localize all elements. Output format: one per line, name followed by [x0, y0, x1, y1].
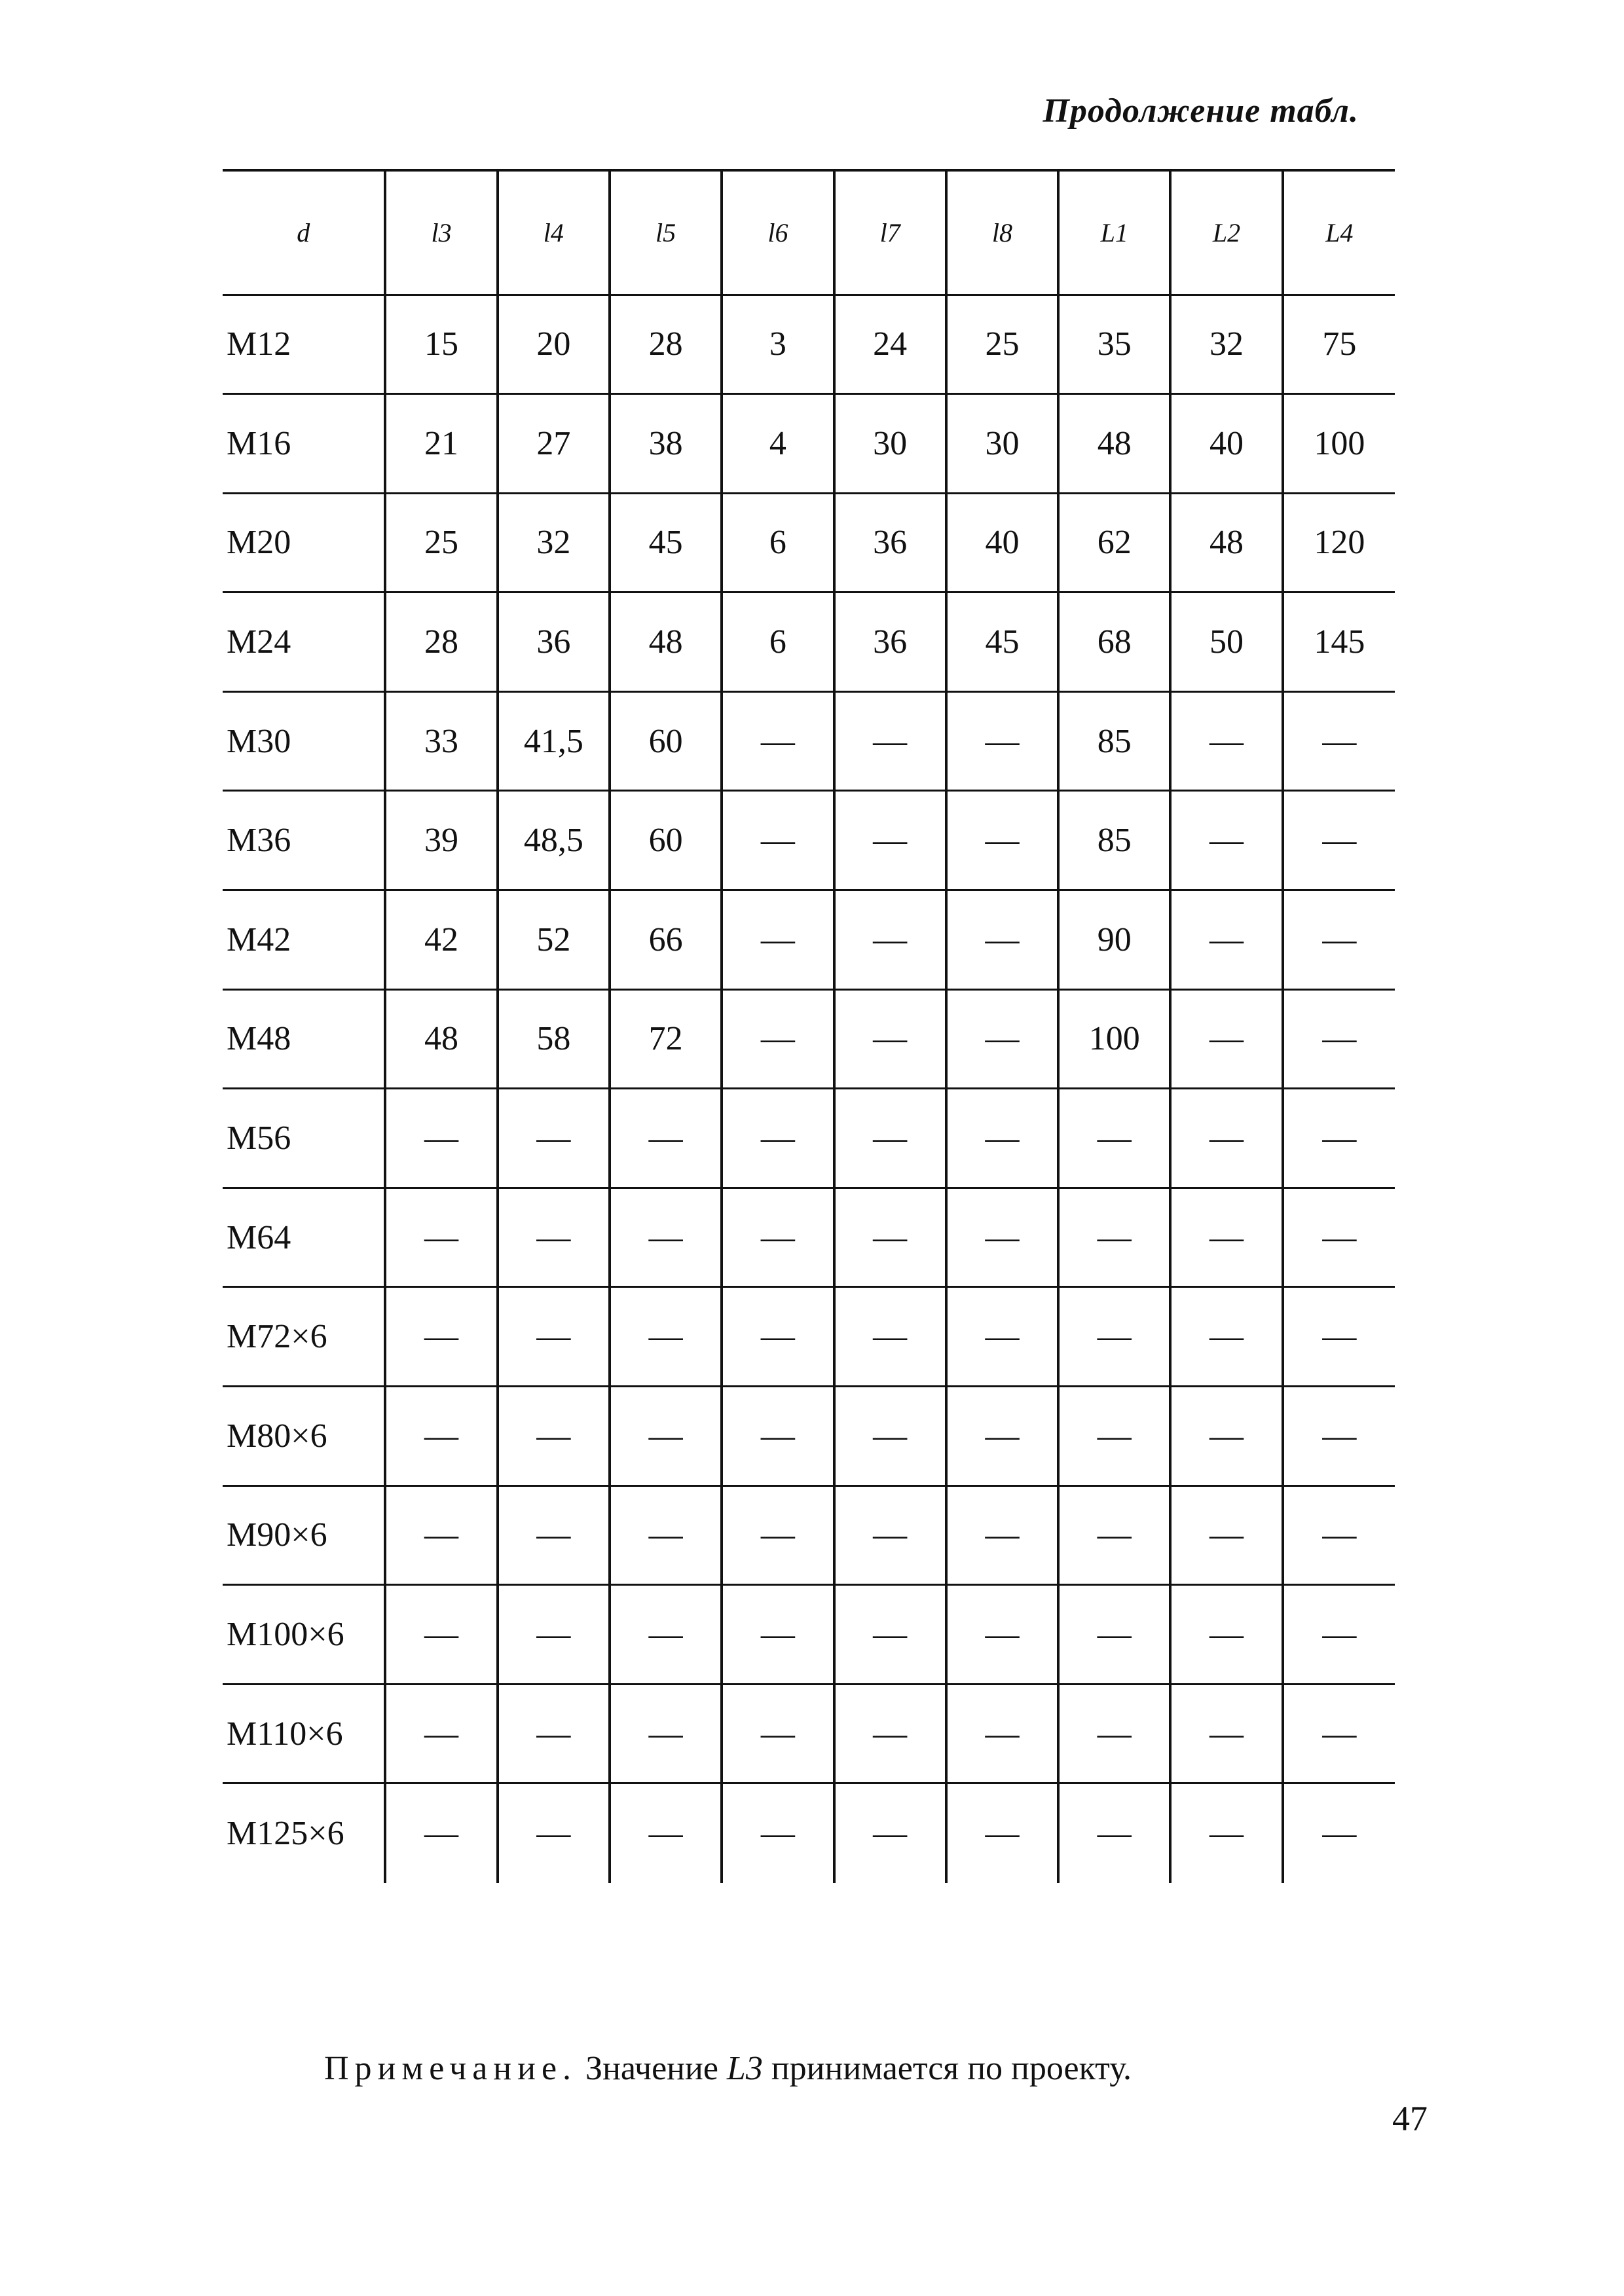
table-cell: — [1170, 1783, 1282, 1883]
table-cell: 27 [498, 394, 610, 494]
table-cell: — [946, 791, 1058, 890]
table-cell: 25 [385, 493, 497, 592]
table-cell: — [610, 1287, 722, 1387]
table-cell: 33 [385, 691, 497, 791]
footnote-label: Примечание. [324, 2050, 578, 2087]
table-cell: — [385, 1387, 497, 1486]
table-cell: — [1283, 1188, 1395, 1287]
table-row [223, 1089, 1395, 1188]
table-row [223, 691, 1395, 791]
table-cell: — [1283, 1387, 1395, 1486]
row-header-cell: M100×6 [223, 1585, 385, 1685]
table-cell: 28 [385, 592, 497, 692]
table-cell: — [722, 1188, 834, 1287]
table-cell: 100 [1058, 989, 1170, 1089]
table-header-row [223, 170, 1395, 295]
row-header-cell: M36 [223, 791, 385, 890]
table-cell: — [385, 1684, 497, 1783]
table-cell: 48 [385, 989, 497, 1089]
table-cell: 25 [946, 295, 1058, 394]
table-cell: — [1170, 989, 1282, 1089]
table-cell: — [1170, 691, 1282, 791]
row-header-cell: M110×6 [223, 1684, 385, 1783]
page-number: 47 [1392, 2099, 1428, 2138]
table-cell: — [834, 1783, 946, 1883]
table-cell: — [946, 1684, 1058, 1783]
table-cell: — [1283, 1089, 1395, 1188]
table-row [223, 1287, 1395, 1387]
row-header-cell: M64 [223, 1188, 385, 1287]
table-cell: — [834, 1585, 946, 1685]
table-cell: — [1058, 1089, 1170, 1188]
table-cell: 6 [722, 493, 834, 592]
table-cell: — [1170, 1089, 1282, 1188]
row-header-cell: M48 [223, 989, 385, 1089]
table-cell: — [1170, 1287, 1282, 1387]
table-row [223, 1387, 1395, 1486]
table-row [223, 1485, 1395, 1585]
table-cell: — [385, 1287, 497, 1387]
table-cell: 40 [1170, 394, 1282, 494]
table-cell: — [1170, 1684, 1282, 1783]
table-cell: 40 [946, 493, 1058, 592]
table-cell: — [834, 989, 946, 1089]
table-cell: 30 [946, 394, 1058, 494]
table-cell: 24 [834, 295, 946, 394]
table-cell: — [498, 1783, 610, 1883]
column-header: l3 [385, 170, 497, 295]
table-cell: — [722, 791, 834, 890]
table-cell: — [610, 1783, 722, 1883]
table-cell: — [1058, 1287, 1170, 1387]
table-cell: 48 [610, 592, 722, 692]
table-row [223, 295, 1395, 394]
table-cell: — [834, 890, 946, 990]
table-cell: — [385, 1188, 497, 1287]
table-cell: 62 [1058, 493, 1170, 592]
table-cell: — [498, 1684, 610, 1783]
table-cell: — [946, 1783, 1058, 1883]
table-cell: 68 [1058, 592, 1170, 692]
table-cell: 100 [1283, 394, 1395, 494]
table-cell: 20 [498, 295, 610, 394]
row-header-cell: M56 [223, 1089, 385, 1188]
table-cell: — [1170, 1585, 1282, 1685]
table-cell: 60 [610, 691, 722, 791]
table-cell: 21 [385, 394, 497, 494]
table-row [223, 1188, 1395, 1287]
table-cell: — [946, 1287, 1058, 1387]
table-cell: 39 [385, 791, 497, 890]
table-cell: — [1058, 1783, 1170, 1883]
table-row [223, 394, 1395, 494]
table-cell: — [1283, 1783, 1395, 1883]
table-cell: 30 [834, 394, 946, 494]
table-row [223, 989, 1395, 1089]
column-header: L4 [1283, 170, 1395, 295]
table-cell: — [946, 1387, 1058, 1486]
table-cell: — [722, 1485, 834, 1585]
table-cell: — [722, 1684, 834, 1783]
row-header-cell: M20 [223, 493, 385, 592]
table-cell: 4 [722, 394, 834, 494]
table-cell: — [946, 1585, 1058, 1685]
table-cell: — [385, 1585, 497, 1685]
table-cell: 60 [610, 791, 722, 890]
table-cell: 6 [722, 592, 834, 692]
table-cell: — [610, 1188, 722, 1287]
table-cell: — [946, 989, 1058, 1089]
table-cell: 75 [1283, 295, 1395, 394]
table-cell: 66 [610, 890, 722, 990]
table-cell: — [1170, 791, 1282, 890]
table-cell: 28 [610, 295, 722, 394]
column-header: l6 [722, 170, 834, 295]
table-cell: — [722, 1585, 834, 1685]
row-header-cell: M30 [223, 691, 385, 791]
table-cell: — [1283, 1585, 1395, 1685]
table-cell: — [385, 1485, 497, 1585]
table-cell: 72 [610, 989, 722, 1089]
table-cell: — [834, 691, 946, 791]
table-cell: — [834, 1387, 946, 1486]
table-cell: — [722, 890, 834, 990]
table-cell: — [722, 989, 834, 1089]
table-cell: 35 [1058, 295, 1170, 394]
table-cell: 32 [1170, 295, 1282, 394]
footnote-text-after: принимается по проекту. [771, 2050, 1132, 2087]
column-header: d [223, 170, 385, 295]
table-row [223, 1783, 1395, 1883]
table-cell: — [1283, 1485, 1395, 1585]
dimensions-table [223, 169, 1395, 1883]
table-cell: — [385, 1089, 497, 1188]
table-cell: — [610, 1684, 722, 1783]
table-cell: — [1283, 890, 1395, 990]
table-row [223, 592, 1395, 692]
table-cell: — [1170, 1387, 1282, 1486]
table-cell: — [1058, 1585, 1170, 1685]
table-cell: — [722, 1783, 834, 1883]
row-header-cell: M42 [223, 890, 385, 990]
table-cell: — [946, 1188, 1058, 1287]
table-cell: — [498, 1485, 610, 1585]
table-cell: — [610, 1585, 722, 1685]
table-cell: — [834, 1684, 946, 1783]
table-cell: — [498, 1089, 610, 1188]
table-cell: — [1058, 1188, 1170, 1287]
row-header-cell: M24 [223, 592, 385, 692]
table-cell: 3 [722, 295, 834, 394]
table-cell: 32 [498, 493, 610, 592]
dimensions-table-container [223, 169, 1395, 1883]
table-cell: — [610, 1387, 722, 1486]
table-cell: — [946, 1089, 1058, 1188]
table-cell: — [722, 1387, 834, 1486]
table-cell: — [1170, 890, 1282, 990]
table-cell: 85 [1058, 791, 1170, 890]
table-cell: — [498, 1188, 610, 1287]
row-header-cell: M16 [223, 394, 385, 494]
table-cell: 38 [610, 394, 722, 494]
row-header-cell: M90×6 [223, 1485, 385, 1585]
table-cell: — [1058, 1485, 1170, 1585]
table-cell: 36 [834, 493, 946, 592]
table-cell: — [722, 1089, 834, 1188]
table-cell: — [1283, 1684, 1395, 1783]
table-body [223, 295, 1395, 1883]
column-header: l4 [498, 170, 610, 295]
footnote-text-before: Значение [585, 2050, 718, 2087]
table-cell: — [498, 1387, 610, 1486]
table-cell: 45 [610, 493, 722, 592]
footnote-symbol: L3 [726, 2050, 763, 2087]
table-row [223, 890, 1395, 990]
table-cell: 15 [385, 295, 497, 394]
table-cell: — [1283, 691, 1395, 791]
table-cell: — [1170, 1485, 1282, 1585]
table-cell: — [1283, 791, 1395, 890]
table-cell: — [1283, 1287, 1395, 1387]
column-header: L2 [1170, 170, 1282, 295]
table-cell: — [946, 890, 1058, 990]
column-header: l8 [946, 170, 1058, 295]
table-cell: — [722, 691, 834, 791]
table-cell: 48 [1170, 493, 1282, 592]
table-row [223, 791, 1395, 890]
table-row [223, 1684, 1395, 1783]
table-cell: 48 [1058, 394, 1170, 494]
table-cell: 145 [1283, 592, 1395, 692]
table-cell: 45 [946, 592, 1058, 692]
table-cell: 120 [1283, 493, 1395, 592]
table-cell: — [610, 1089, 722, 1188]
table-cell: 48,5 [498, 791, 610, 890]
table-cell: — [1058, 1387, 1170, 1486]
table-cell: — [498, 1585, 610, 1685]
table-cell: 58 [498, 989, 610, 1089]
table-cell: — [1283, 989, 1395, 1089]
column-header: L1 [1058, 170, 1170, 295]
table-cell: — [498, 1287, 610, 1387]
table-cell: 41,5 [498, 691, 610, 791]
row-header-cell: M12 [223, 295, 385, 394]
table-cell: 36 [498, 592, 610, 692]
table-cell: 36 [834, 592, 946, 692]
table-cell: — [946, 1485, 1058, 1585]
table-cell: 52 [498, 890, 610, 990]
table-row [223, 1585, 1395, 1685]
table-row [223, 493, 1395, 592]
table-cell: — [834, 1089, 946, 1188]
column-header: l5 [610, 170, 722, 295]
table-cell: — [946, 691, 1058, 791]
table-cell: — [385, 1783, 497, 1883]
row-header-cell: M72×6 [223, 1287, 385, 1387]
row-header-cell: M125×6 [227, 1814, 344, 1852]
table-cell: — [722, 1287, 834, 1387]
table-cell: — [1170, 1188, 1282, 1287]
table-cell: 85 [1058, 691, 1170, 791]
table-continuation-caption: Продолжение табл. [1043, 92, 1359, 130]
table-footnote [324, 2049, 1132, 2088]
table-cell: — [834, 1188, 946, 1287]
table-cell: — [834, 1287, 946, 1387]
table-cell: — [834, 791, 946, 890]
table-cell: — [834, 1485, 946, 1585]
table-cell: — [1058, 1684, 1170, 1783]
column-header: l7 [834, 170, 946, 295]
table-cell: 90 [1058, 890, 1170, 990]
row-header-cell: M80×6 [223, 1387, 385, 1486]
table-cell: — [610, 1485, 722, 1585]
table-cell: 42 [385, 890, 497, 990]
table-cell: 50 [1170, 592, 1282, 692]
